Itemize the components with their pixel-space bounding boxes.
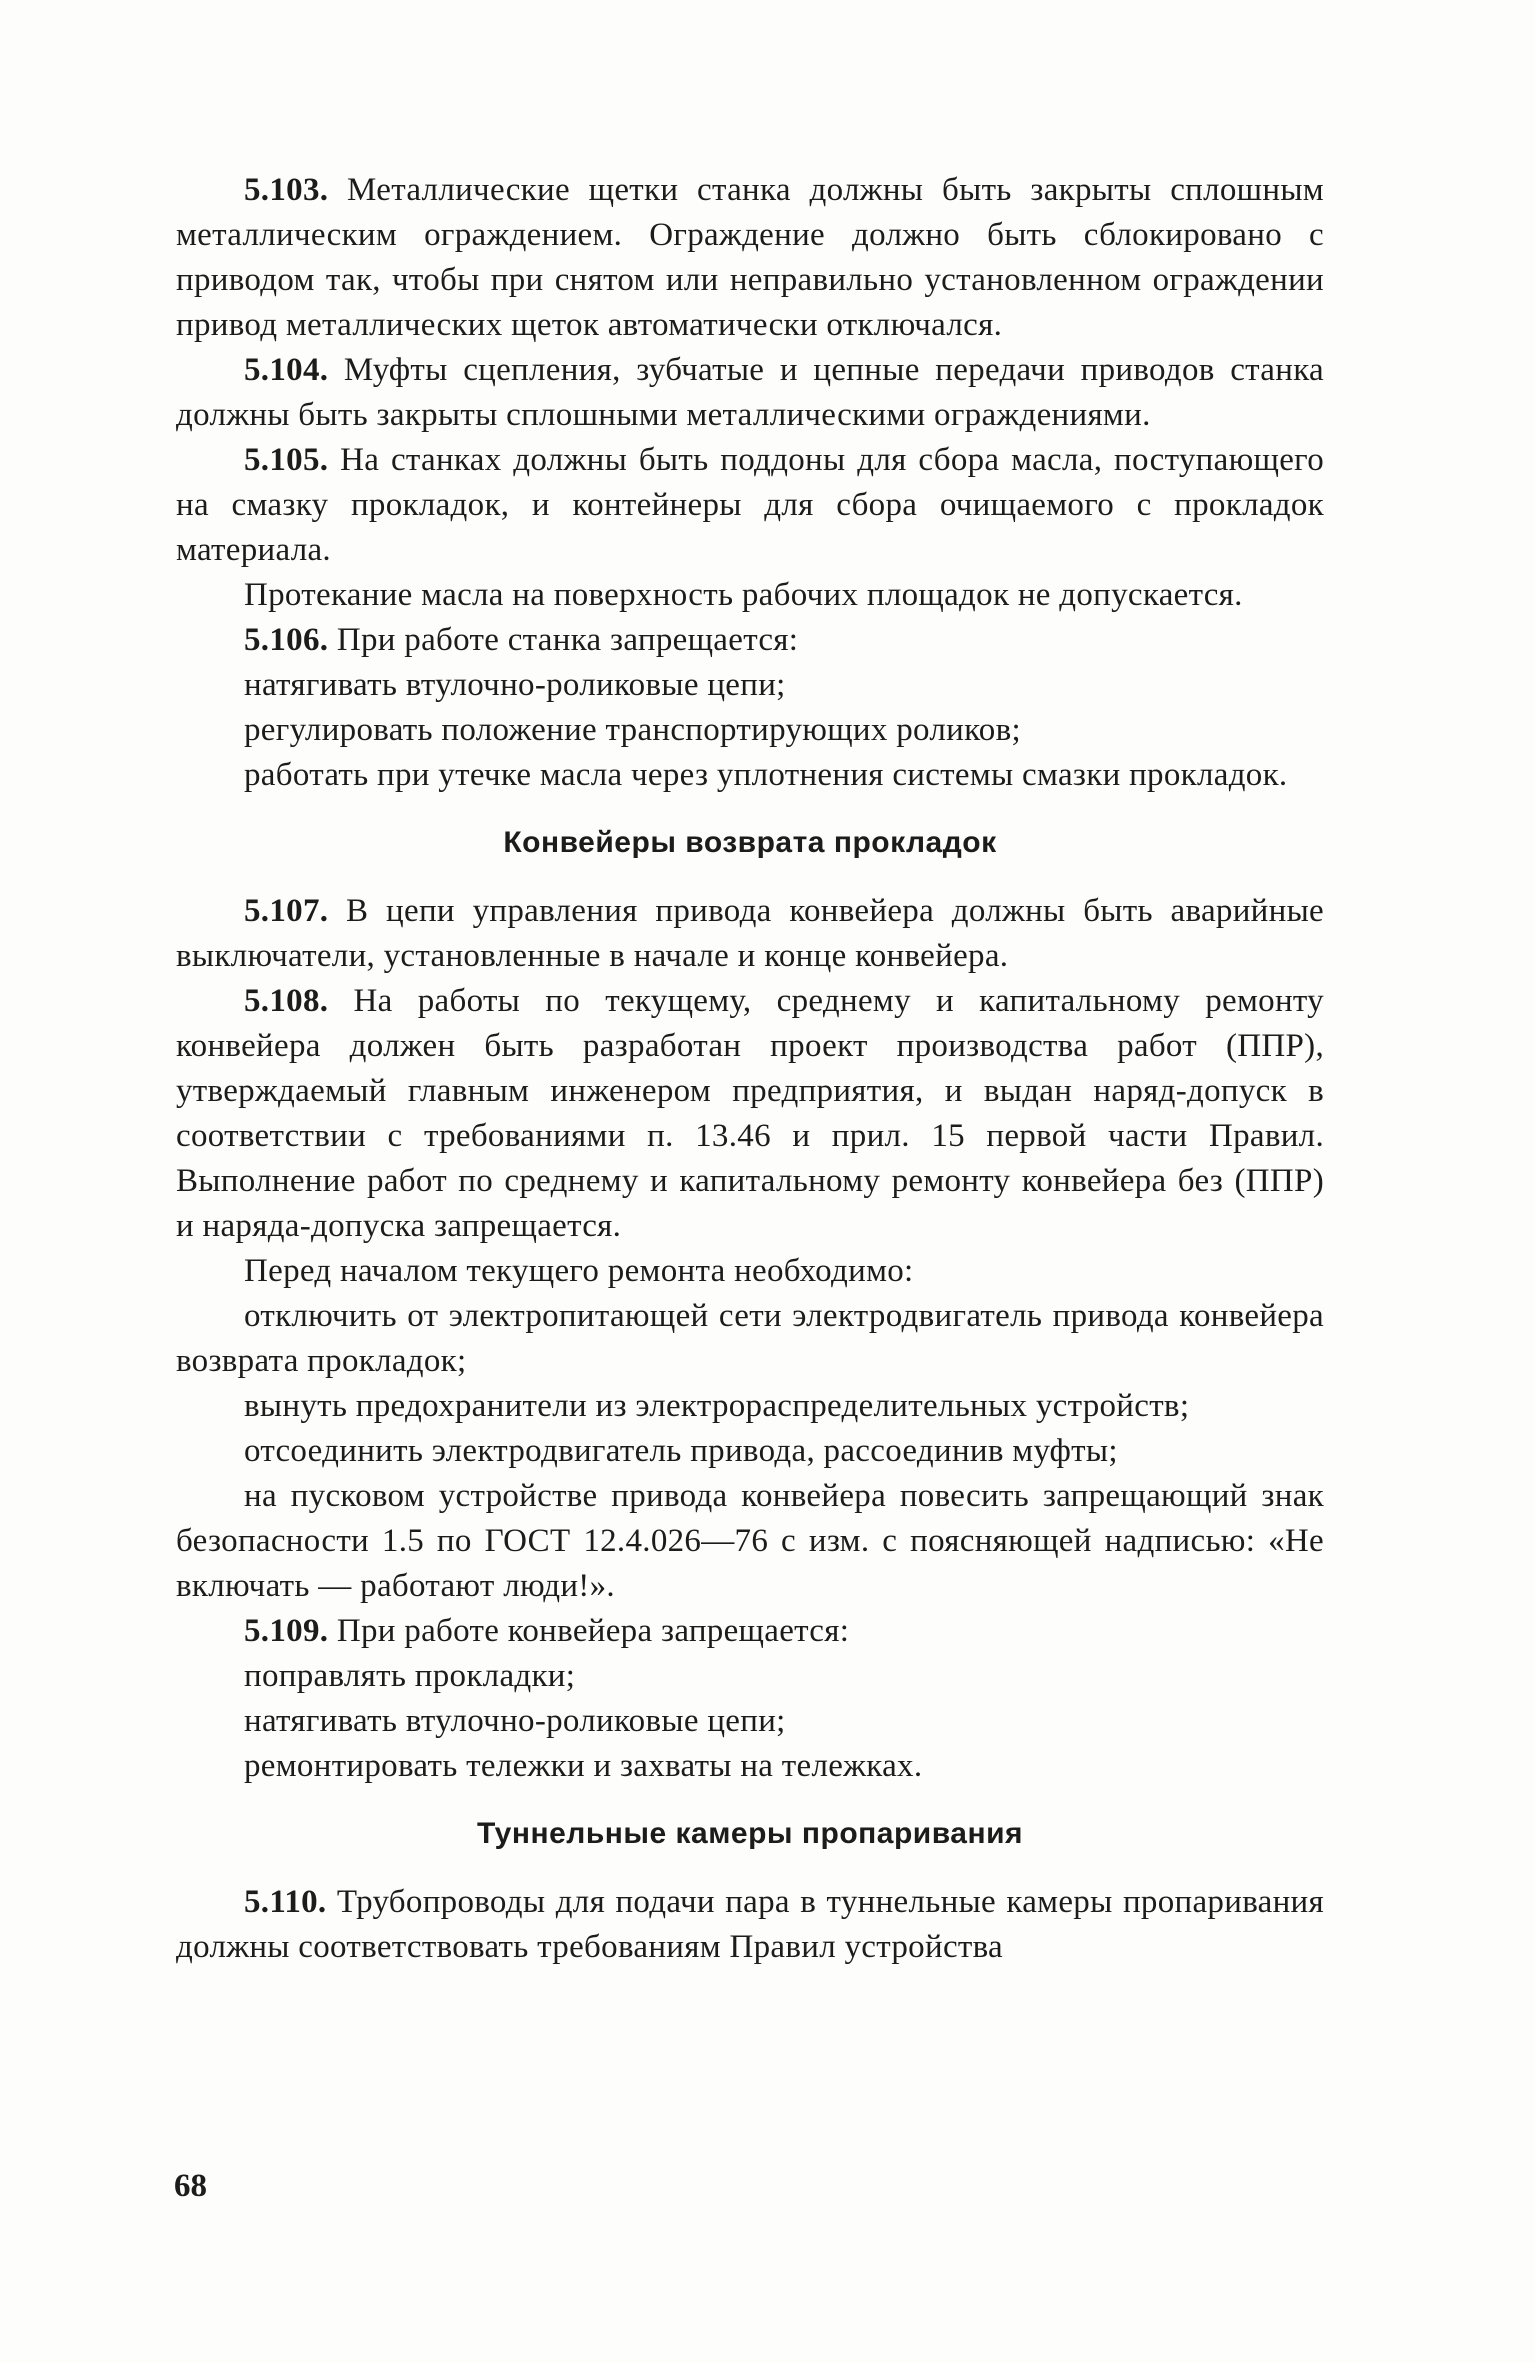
- list-item-text: натягивать втулочно-роликовые цепи;: [244, 667, 786, 703]
- clause-number: 5.107.: [244, 893, 329, 929]
- list-item-text: работать при утечке масла через уплотнения системы смазки прокладок.: [244, 757, 1288, 793]
- clause-text: При работе конвейера запрещается:: [328, 1613, 850, 1649]
- clause-number: 5.104.: [244, 352, 329, 388]
- list-item: [176, 1744, 1324, 1789]
- list-item-text: отсоединить электродвигатель привода, рассоединив муфты;: [244, 1433, 1118, 1469]
- list-item: [176, 1654, 1324, 1699]
- clause-text: При работе станка запрещается:: [328, 622, 799, 658]
- paragraph-5-107: [176, 889, 1324, 979]
- list-item: [176, 1699, 1324, 1744]
- clause-number: 5.110.: [244, 1884, 327, 1920]
- clause-text: Трубопроводы для подачи пара в туннельные камеры пропаривания должны соответствовать требованиям Правил устройства: [176, 1884, 1324, 1965]
- list-item: [176, 1429, 1324, 1474]
- paragraph-5-103: [176, 168, 1324, 348]
- paragraph-text: Протекание масла на поверхность рабочих площадок не допускается.: [244, 577, 1243, 613]
- list-item-text: натягивать втулочно-роликовые цепи;: [244, 1703, 786, 1739]
- clause-text: Металлические щетки станка должны быть закрыты сплошным металлическим ограждением. Ограждение должно быть сблокировано с приводом так, чтобы при снятом или неправильно установленном ограждении привод металлических щеток автоматически отключался.: [176, 172, 1324, 343]
- clause-text: На работы по текущему, среднему и капитальному ремонту конвейера должен быть разработан проект производства работ (ППР), утверждаемый главным инженером предприятия, и выдан наряд-допуск в соответствии с требованиями п. 13.46 и прил. 15 первой части Правил. Выполнение работ по среднему и капитальному ремонту конвейера без (ППР) и наряда-допуска запрещается.: [176, 983, 1324, 1244]
- paragraph-5-110: [176, 1880, 1324, 1970]
- clause-number: 5.105.: [244, 442, 329, 478]
- list-item: [176, 1474, 1324, 1609]
- paragraph-before-repair: [176, 1249, 1324, 1294]
- paragraph-5-108: [176, 979, 1324, 1249]
- paragraph-oil-leak: [176, 573, 1324, 618]
- clause-text: На станках должны быть поддоны для сбора масла, поступающего на смазку прокладок, и контейнеры для сбора очищаемого с прокладок материала.: [176, 442, 1324, 568]
- list-item-text: регулировать положение транспортирующих роликов;: [244, 712, 1021, 748]
- list-item-text: вынуть предохранители из электрораспределительных устройств;: [244, 1388, 1190, 1424]
- clause-number: 5.108.: [244, 983, 329, 1019]
- paragraph-5-106: [176, 618, 1324, 663]
- clause-number: 5.106.: [244, 622, 329, 658]
- paragraph-5-109: [176, 1609, 1324, 1654]
- clause-number: 5.109.: [244, 1613, 329, 1649]
- list-item-text: поправлять прокладки;: [244, 1658, 576, 1694]
- list-item-text: отключить от электропитающей сети электродвигатель привода конвейера возврата прокладок;: [176, 1298, 1324, 1379]
- paragraph-5-104: [176, 348, 1324, 438]
- clause-number: 5.103.: [244, 172, 329, 208]
- list-item: [176, 708, 1324, 753]
- page-number: 68: [174, 2168, 207, 2204]
- section-heading-steam-chambers: Туннельные камеры пропаривания: [476, 1817, 1024, 1850]
- list-item: [176, 753, 1324, 798]
- list-item: [176, 1294, 1324, 1384]
- list-item-text: на пусковом устройстве привода конвейера повесить запрещающий знак безопасности 1.5 по ГОСТ 12.4.026—76 с изм. с поясняющей надписью: «Не включать — работают люди!».: [176, 1478, 1324, 1604]
- clause-text: Муфты сцепления, зубчатые и цепные передачи приводов станка должны быть закрыты сплошными металлическими ограждениями.: [176, 352, 1324, 433]
- list-item-text: ремонтировать тележки и захваты на тележках.: [244, 1748, 923, 1784]
- list-item: [176, 663, 1324, 708]
- list-item: [176, 1384, 1324, 1429]
- paragraph-5-105: [176, 438, 1324, 573]
- page-text: [176, 168, 1324, 1970]
- clause-text: В цепи управления привода конвейера должны быть аварийные выключатели, установленные в начале и конце конвейера.: [176, 893, 1324, 974]
- paragraph-text: Перед началом текущего ремонта необходимо:: [244, 1253, 914, 1289]
- section-heading-conveyors: Конвейеры возврата прокладок: [503, 826, 997, 859]
